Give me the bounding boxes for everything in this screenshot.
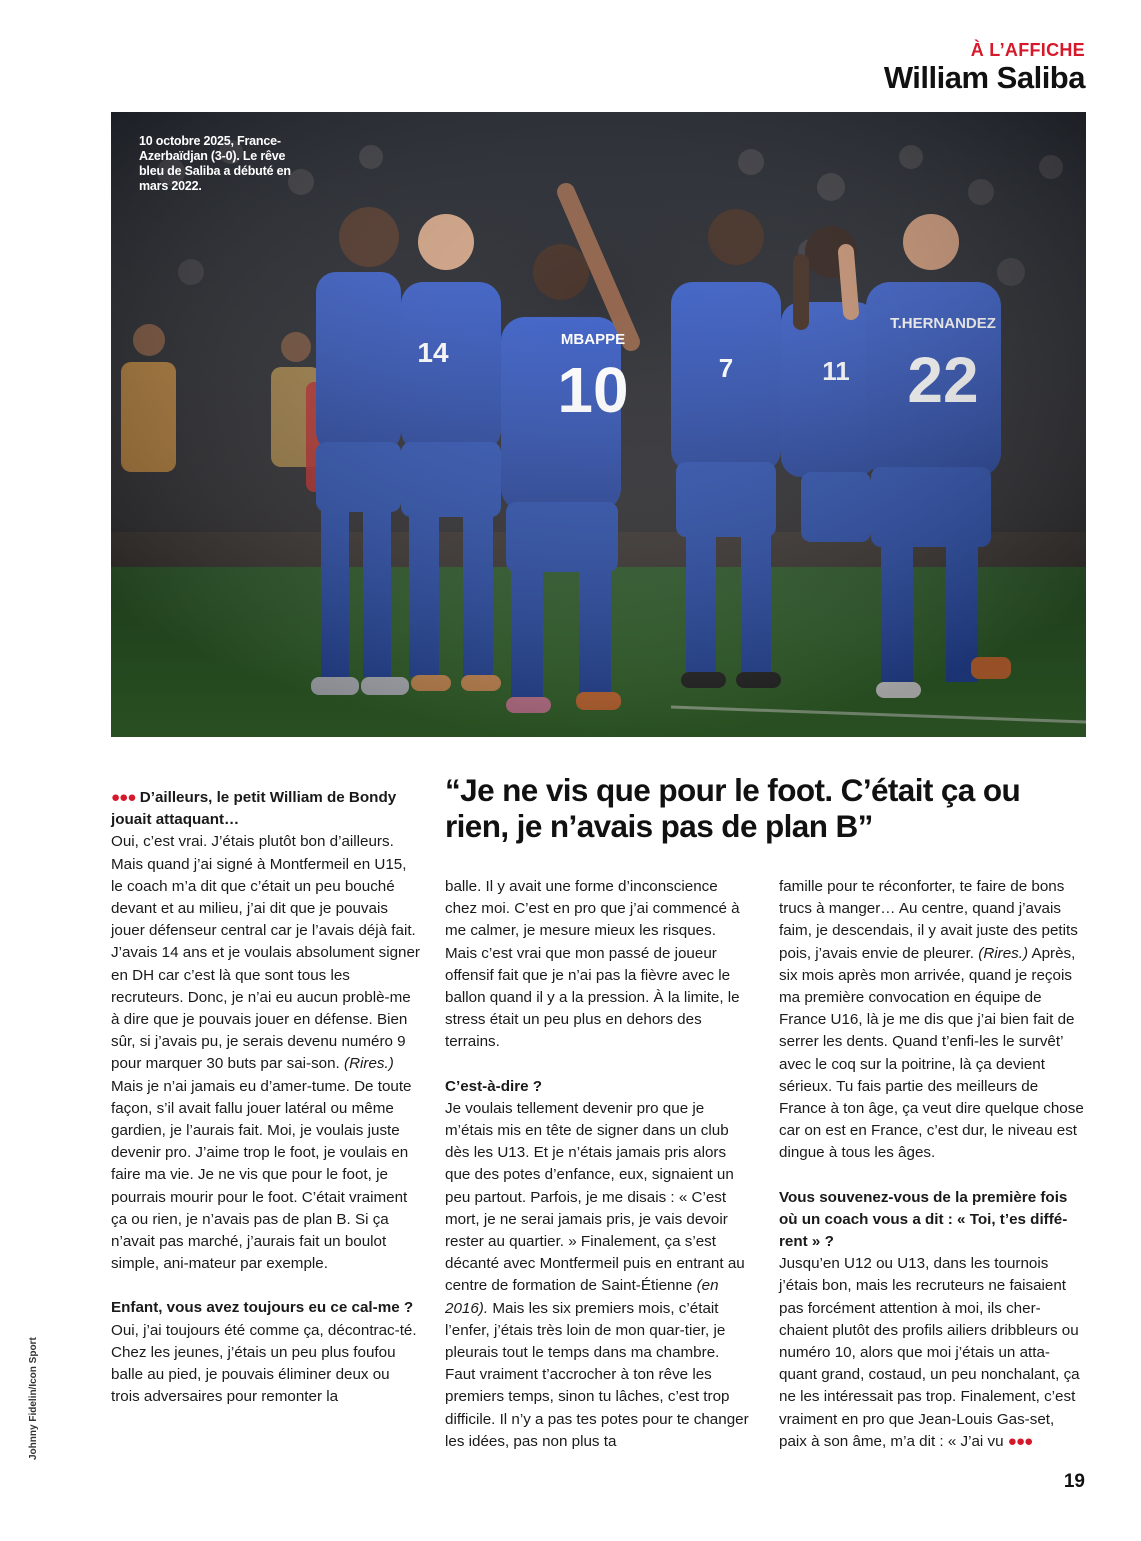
article-column-1 <box>111 787 421 1408</box>
answer-2-continued: balle. Il y avait une forme d’inconscience chez moi. C’est en pro que j’ai commencé à me calmer, je mesure mieux les risques. Mais c’est vrai que mon passé de joueur offensif fait que je n’ai pas la fièvre avec le ballon quand il y a la pression. À la limite, le stress était un peu plus en dehors des terrains. <box>445 878 740 1051</box>
match-photo <box>111 112 1086 737</box>
bullet-dots-icon: ●●● <box>111 789 136 806</box>
continue-dots-icon: ●●● <box>1007 1432 1033 1450</box>
answer-1: Oui, c’est vrai. J’étais plutôt bon d’ailleurs. Mais quand j’ai signé à Montfermeil en U15, le coach m’a dit que c’était un peu bouché devant et au milieu, j’ai dit que je pouvais jouer défenseur central car je l’avais déjà fait. J’avais 14 ans et je voulais absolument signer en DH car c’est là que sont tous les recruteurs. Donc, je n’ai eu aucun problè-me à dire que je pouvais jouer en défense. Bien sûr, si j’avais pu, je serais devenu numéro 9 pour marquer 30 buts par sai-son. (Rires.) Mais je n’ai jamais eu d’amer-tume. De toute façon, s’il avait fallu jouer latéral ou même gardien, je l’aurais fait. Moi, je voulais juste devenir pro. J’aime trop le foot, je voulais en faire ma vie. Je ne vis que pour le foot, je pourrais mourir pour le foot. C’était vraiment ça ou rien, je n’avais pas de plan B. Si ça n’avait pas marché, j’aurais fait un boulot simple, ani-mateur par exemple. <box>111 833 420 1273</box>
players-celebration-illustration <box>111 112 1086 737</box>
answer-3-continued: famille pour te réconforter, te faire de bons trucs à manger… Au centre, quand j’avais faim, je descendais, il y avait juste des petits pois, j’avais envie de pleurer. (Rires.) Après, six mois après mon arrivée, quand je reçois ma première convocation en équipe de France U16, là je me dis que j’ai bien fait de serrer les dents. Quand t’enfi-les le survêt’ avec le coq sur la poitrine, là ça devient sérieux. Tu fais partie des meilleurs de France à ton âge, ça veut dire quelque chose car on est en France, c’est dur, le niveau est dingue à tous les âges. <box>779 878 1084 1162</box>
page-number: 19 <box>1063 1471 1085 1492</box>
kicker: À L’AFFICHE <box>970 40 1085 60</box>
question-4: Vous souvenez-vous de la première fois où un coach vous a dit : « Toi, t’es diffé-rent » ? <box>779 1188 1068 1251</box>
answer-3: Je voulais tellement devenir pro que je m’étais mis en tête de signer dans un club dès les U13. Et je n’étais jamais pris alors que des potes d’enfance, eux, signaient un peu partout. Parfois, je me disais : « C’est mort, je ne serai jamais pris, je vais devoir rester au quartier. » Finalement, ça s’est décanté avec Montfermeil puis en entrant au centre de formation de Saint-Étienne (en 2016). Mais les six premiers mois, c’était l’enfer, j’étais très loin de mon quar-tier, je pleurais tout le temps dans ma chambre. Faut vraiment t’accrocher à ton rêve les premiers temps, sinon tu lâches, c’est trop difficile. Il n’y a pas tes potes pour te changer les idées, pas non plus ta <box>445 1099 749 1450</box>
article-column-2 <box>445 876 750 1453</box>
answer-2: Oui, j’ai toujours été comme ça, décontrac-té. Chez les jeunes, j’étais un peu plus foufou balle au pied, je pouvais éliminer deux ou trois adversaires pour remonter la <box>111 1321 417 1406</box>
photo-credit: Johnny Fidelin/Icon Sport <box>28 1337 39 1460</box>
question-2: Enfant, vous avez toujours eu ce cal-me ? <box>111 1299 414 1317</box>
answer-4: Jusqu’en U12 ou U13, dans les tournois j’étais bon, mais les recruteurs ne faisaient pas forcément attention à moi, ils cher-chaient plutôt des profils ailiers dribbleurs ou numéro 10, alors que moi j’étais un atta-quant grand, costaud, un peu nonchalant, ça ne les intéressait pas trop. Finalement, c’est vraiment en pro que Jean-Louis Gas-set, paix à son âme, m’a dit : « J’ai vu ●●● <box>779 1255 1080 1450</box>
question-1: ●●● D’ailleurs, le petit William de Bondy jouait attaquant… <box>111 789 397 829</box>
article-column-3 <box>779 876 1086 1453</box>
photo-caption: 10 octobre 2025, France-Azerbaïdjan (3-0). Le rêve bleu de Saliba a débuté en mars 2022. <box>139 134 291 193</box>
question-3: C’est-à-dire ? <box>445 1077 543 1095</box>
page-title: William Saliba <box>883 60 1085 95</box>
pull-quote: “Je ne vis que pour le foot. C’était ça ou rien, je n’avais pas de plan B” <box>445 772 1021 844</box>
